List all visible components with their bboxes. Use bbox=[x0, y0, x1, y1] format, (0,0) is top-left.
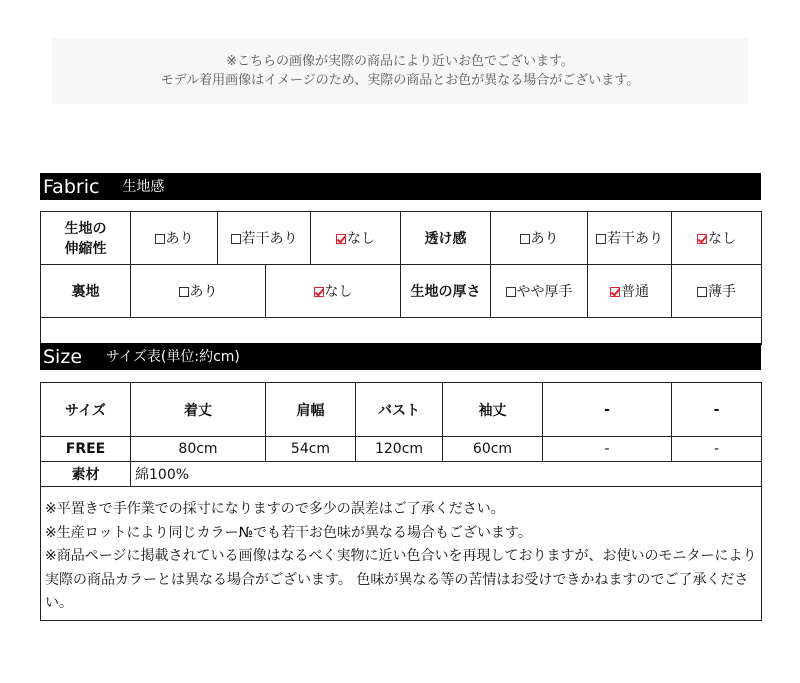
size-value-cell: 54cm bbox=[266, 437, 356, 462]
size-header-cell: - bbox=[543, 383, 672, 437]
transparency-option-nashi: なし bbox=[672, 212, 762, 265]
checkbox-icon bbox=[179, 287, 189, 297]
checked-checkbox-icon bbox=[314, 287, 324, 297]
checkbox-icon bbox=[520, 234, 530, 244]
checkbox-icon bbox=[506, 287, 516, 297]
size-header-cell: バスト bbox=[356, 383, 443, 437]
transparency-label: 透け感 bbox=[401, 212, 491, 265]
note-line: ※商品ページに掲載されている画像はなるべく実物に近い色合いを再現しておりますが、お使いのモニターにより実際の商品カラーとは異なる場合がございます。 色味が異なる等の苦情はお受けできかねますのでご了承ください。 bbox=[45, 548, 757, 611]
checkbox-icon bbox=[155, 234, 165, 244]
transparency-option-jakkan: 若干あり bbox=[588, 212, 672, 265]
thickness-option-futsu: 普通 bbox=[588, 265, 672, 318]
checked-checkbox-icon bbox=[697, 234, 707, 244]
size-header-cell: サイズ bbox=[41, 383, 131, 437]
lining-option-nashi: なし bbox=[266, 265, 401, 318]
checked-checkbox-icon bbox=[336, 234, 346, 244]
notice-line-1: ※こちらの画像が実際の商品により近いお色でございます。 bbox=[226, 54, 574, 69]
size-header-cell: 着丈 bbox=[131, 383, 266, 437]
stretch-option-ari: あり bbox=[131, 212, 218, 265]
size-value-cell: 80cm bbox=[131, 437, 266, 462]
checkbox-icon bbox=[697, 287, 707, 297]
note-line: ※平置きで手作業での採寸になりますので多少の誤差はご了承ください。 bbox=[45, 501, 505, 517]
size-table bbox=[40, 382, 762, 621]
thickness-option-usude: 薄手 bbox=[672, 265, 762, 318]
material-label: 素材 bbox=[41, 462, 131, 487]
transparency-option-ari: あり bbox=[491, 212, 588, 265]
thickness-option-yaya: やや厚手 bbox=[491, 265, 588, 318]
fabric-title-en: Fabric bbox=[43, 176, 100, 198]
size-header-cell: 肩幅 bbox=[266, 383, 356, 437]
size-header-cell: - bbox=[672, 383, 762, 437]
size-value-cell: - bbox=[543, 437, 672, 462]
checkbox-icon bbox=[596, 234, 606, 244]
checked-checkbox-icon bbox=[610, 287, 620, 297]
size-section-header bbox=[40, 343, 761, 370]
size-value-cell: 60cm bbox=[443, 437, 543, 462]
notice-line-2: モデル着用画像はイメージのため、実際の商品とお色が異なる場合がございます。 bbox=[160, 73, 640, 88]
stretch-label: 生地の 伸縮性 bbox=[41, 212, 131, 265]
fabric-table bbox=[40, 211, 762, 345]
material-value: 綿100% bbox=[131, 462, 762, 487]
fabric-spacer-row bbox=[41, 318, 762, 345]
stretch-option-nashi: なし bbox=[311, 212, 401, 265]
size-title-en: Size bbox=[43, 346, 83, 368]
size-value-cell: 120cm bbox=[356, 437, 443, 462]
size-title-jp: サイズ表(単位:約cm) bbox=[106, 349, 240, 365]
size-header-cell: 袖丈 bbox=[443, 383, 543, 437]
size-notes bbox=[41, 487, 762, 621]
checkbox-icon bbox=[231, 234, 241, 244]
note-line: ※生産ロットにより同じカラー№でも若干お色味が異なる場合もございます。 bbox=[45, 524, 532, 541]
size-value-cell: - bbox=[672, 437, 762, 462]
fabric-section-header bbox=[40, 173, 761, 200]
size-value-cell: FREE bbox=[41, 437, 131, 462]
lining-option-ari: あり bbox=[131, 265, 266, 318]
stretch-option-jakkan: 若干あり bbox=[218, 212, 311, 265]
thickness-label: 生地の厚さ bbox=[401, 265, 491, 318]
fabric-title-jp: 生地感 bbox=[122, 179, 165, 195]
color-notice bbox=[52, 38, 748, 104]
lining-label: 裏地 bbox=[41, 265, 131, 318]
